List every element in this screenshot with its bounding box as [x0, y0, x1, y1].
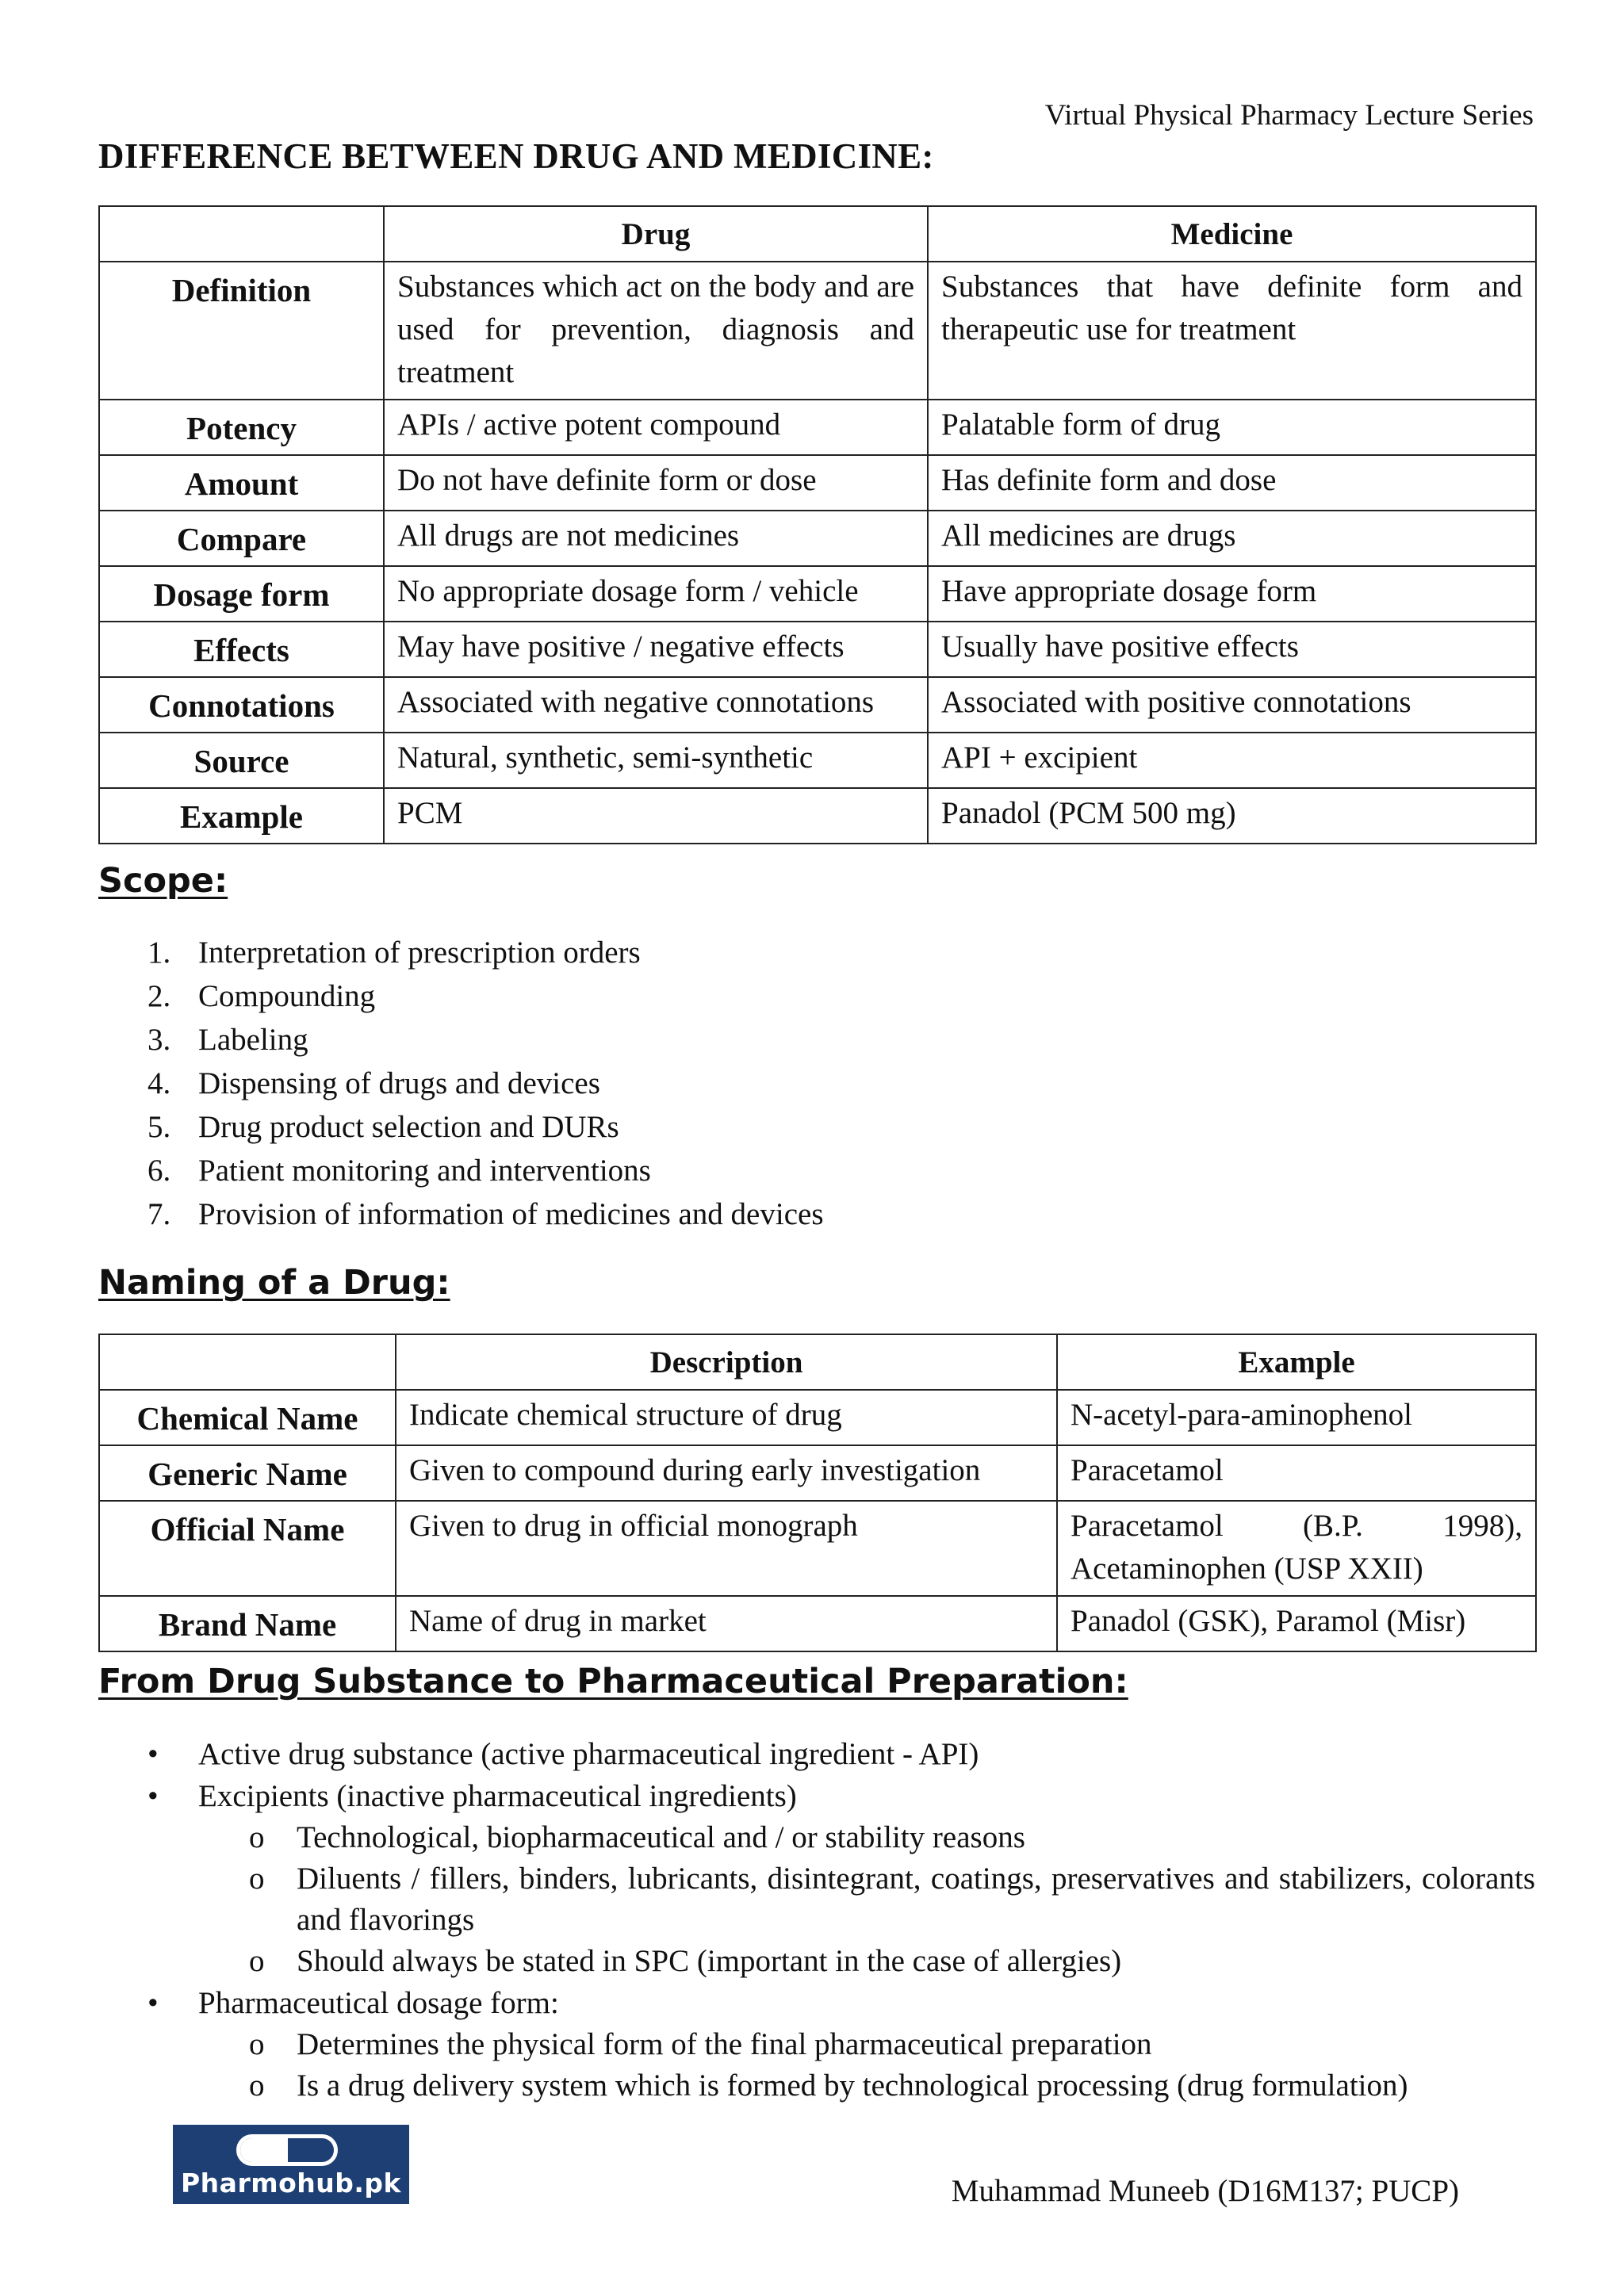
list-number: 6. [147, 1154, 171, 1188]
preparation-heading: From Drug Substance to Pharmaceutical Preparation: [98, 1662, 1128, 1701]
list-item [98, 974, 824, 1018]
sub-bullet-icon: o [249, 1944, 265, 1978]
list-item [98, 1149, 824, 1192]
description-cell: Given to drug in official monograph [396, 1501, 1057, 1596]
author-footer: Muhammad Muneeb (D16M137; PUCP) [951, 2174, 1459, 2208]
sub-bullet-text: Should always be stated in SPC (important in the case of allergies) [297, 1944, 1122, 1978]
list-number: 3. [147, 1023, 171, 1057]
drug-cell: Associated with negative connotations [384, 677, 928, 733]
sub-bullet-item [98, 1817, 1535, 1858]
sub-bullet-text: Is a drug delivery system which is formed by technological processing (drug formulation) [297, 2068, 1408, 2103]
drug-cell: Substances which act on the body and are used for prevention, diagnosis and treatment [384, 262, 928, 400]
sub-bullet-text: Determines the physical form of the final pharmaceutical preparation [297, 2027, 1152, 2061]
description-cell: Given to compound during early investigation [396, 1445, 1057, 1501]
list-number: 2. [147, 979, 171, 1013]
list-item [98, 1192, 824, 1236]
list-item [98, 1105, 824, 1149]
drug-cell: Do not have definite form or dose [384, 455, 928, 511]
list-item-text: Dispensing of drugs and devices [198, 1066, 600, 1100]
bullet-item [98, 1982, 1535, 2024]
scope-heading: Scope: [98, 861, 228, 901]
sub-bullet-item [98, 1941, 1535, 1982]
drug-medicine-table [98, 205, 1537, 844]
drug-cell: May have positive / negative effects [384, 622, 928, 677]
bullet-icon: • [147, 1737, 159, 1771]
description-cell: Name of drug in market [396, 1596, 1057, 1651]
bullet-item [98, 1733, 1535, 1775]
sub-bullet-icon: o [249, 2068, 265, 2103]
medicine-cell: All medicines are drugs [928, 511, 1536, 566]
preparation-list [98, 1733, 1535, 2107]
table-header-row [99, 206, 1536, 262]
row-label: Connotations [99, 677, 384, 733]
drug-cell: All drugs are not medicines [384, 511, 928, 566]
column-header-example: Example [1057, 1334, 1536, 1390]
list-number: 1. [147, 936, 171, 970]
drug-cell: PCM [384, 788, 928, 844]
table-row [99, 1501, 1536, 1596]
bullet-item [98, 1775, 1535, 1817]
medicine-cell: Has definite form and dose [928, 455, 1536, 511]
row-label: Effects [99, 622, 384, 677]
bullet-text: Active drug substance (active pharmaceutical ingredient - API) [198, 1737, 979, 1771]
example-cell: Paracetamol (B.P. 1998), Acetaminophen (USP XXII) [1057, 1501, 1536, 1596]
row-label: Dosage form [99, 566, 384, 622]
list-item-text: Labeling [198, 1023, 308, 1057]
scope-list [98, 931, 824, 1236]
table-row [99, 788, 1536, 844]
row-label: Definition [99, 262, 384, 400]
sub-bullet-item [98, 2024, 1535, 2065]
table-row [99, 566, 1536, 622]
list-item-text: Patient monitoring and interventions [198, 1154, 651, 1188]
example-cell: N-acetyl-para-aminophenol [1057, 1390, 1536, 1445]
list-item [98, 1062, 824, 1105]
bullet-icon: • [147, 1779, 159, 1813]
row-label: Compare [99, 511, 384, 566]
example-cell: Paracetamol [1057, 1445, 1536, 1501]
list-item [98, 1018, 824, 1062]
medicine-cell: Have appropriate dosage form [928, 566, 1536, 622]
sub-bullet-icon: o [249, 1862, 265, 1896]
table-row [99, 400, 1536, 455]
sub-bullet-item [98, 2065, 1535, 2107]
list-item-text: Interpretation of prescription orders [198, 936, 641, 970]
table-header-row [99, 1334, 1536, 1390]
lecture-series-header: Virtual Physical Pharmacy Lecture Series [1044, 99, 1534, 132]
bullet-text: Excipients (inactive pharmaceutical ingredients) [198, 1779, 797, 1813]
pharmohub-logo [173, 2125, 409, 2204]
table-row [99, 733, 1536, 788]
sub-bullet-icon: o [249, 2027, 265, 2061]
sub-bullet-text: Diluents / fillers, binders, lubricants, disintegrant, coatings, preservatives and stabilizers, colorants and flavorings [297, 1862, 1535, 1937]
table-row [99, 622, 1536, 677]
list-number: 7. [147, 1197, 171, 1231]
logo-text: Pharmohub.pk [181, 2168, 401, 2198]
row-label: Brand Name [99, 1596, 396, 1651]
list-item-text: Compounding [198, 979, 376, 1013]
bullet-text: Pharmaceutical dosage form: [198, 1986, 559, 2020]
sub-bullet-item [98, 1858, 1535, 1941]
column-header-description: Description [396, 1334, 1057, 1390]
table-row [99, 1445, 1536, 1501]
bullet-icon: • [147, 1986, 159, 2020]
medicine-cell: Associated with positive connotations [928, 677, 1536, 733]
table-row [99, 455, 1536, 511]
row-label: Generic Name [99, 1445, 396, 1501]
row-label: Amount [99, 455, 384, 511]
table-row [99, 262, 1536, 400]
table-row [99, 1596, 1536, 1651]
list-number: 4. [147, 1066, 171, 1100]
list-number: 5. [147, 1110, 171, 1144]
column-header-medicine: Medicine [928, 206, 1536, 262]
page-title: DIFFERENCE BETWEEN DRUG AND MEDICINE: [98, 136, 934, 176]
medicine-cell: API + excipient [928, 733, 1536, 788]
list-item-text: Drug product selection and DURs [198, 1110, 619, 1144]
table-corner-cell [99, 1334, 396, 1390]
table-row [99, 1390, 1536, 1445]
description-cell: Indicate chemical structure of drug [396, 1390, 1057, 1445]
drug-naming-table [98, 1334, 1537, 1652]
list-item [98, 931, 824, 974]
medicine-cell: Substances that have definite form and therapeutic use for treatment [928, 262, 1536, 400]
table-row [99, 677, 1536, 733]
row-label: Example [99, 788, 384, 844]
naming-heading: Naming of a Drug: [98, 1263, 450, 1303]
column-header-drug: Drug [384, 206, 928, 262]
drug-cell: APIs / active potent compound [384, 400, 928, 455]
list-item-text: Provision of information of medicines and devices [198, 1197, 824, 1231]
drug-cell: No appropriate dosage form / vehicle [384, 566, 928, 622]
example-cell: Panadol (GSK), Paramol (Misr) [1057, 1596, 1536, 1651]
capsule-icon [236, 2134, 338, 2166]
medicine-cell: Palatable form of drug [928, 400, 1536, 455]
medicine-cell: Panadol (PCM 500 mg) [928, 788, 1536, 844]
sub-bullet-icon: o [249, 1820, 265, 1854]
drug-cell: Natural, synthetic, semi-synthetic [384, 733, 928, 788]
medicine-cell: Usually have positive effects [928, 622, 1536, 677]
row-label: Potency [99, 400, 384, 455]
table-row [99, 511, 1536, 566]
row-label: Chemical Name [99, 1390, 396, 1445]
sub-bullet-text: Technological, biopharmaceutical and / or stability reasons [297, 1820, 1025, 1854]
row-label: Official Name [99, 1501, 396, 1596]
table-corner-cell [99, 206, 384, 262]
row-label: Source [99, 733, 384, 788]
